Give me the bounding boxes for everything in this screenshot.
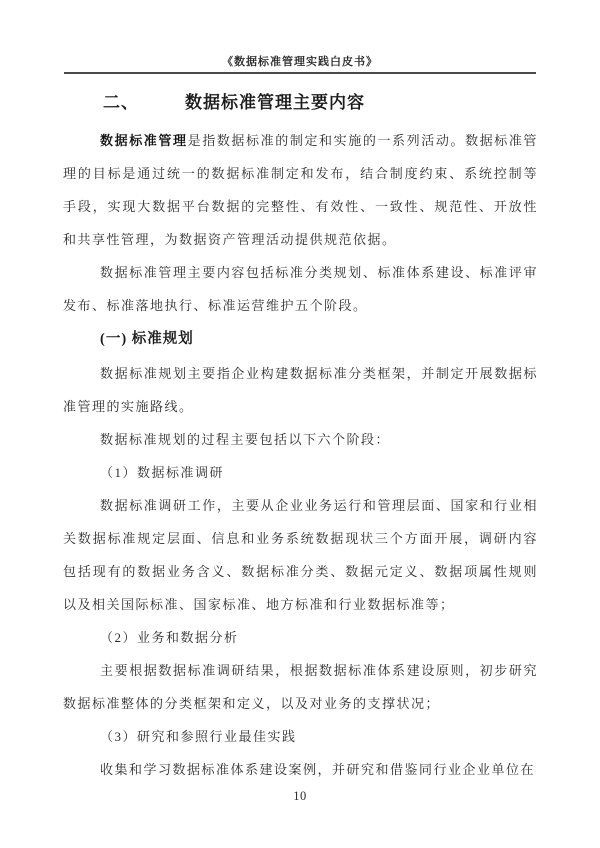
list-item-2: （2）业务和数据分析 <box>100 630 239 645</box>
paragraph-3: 数据标准规划主要指企业构建数据标准分类框架，并制定开展数据标准管理的实施路线。 <box>63 366 538 414</box>
list-item-1: （1）数据标准调研 <box>100 465 225 480</box>
section-1-heading: (一) 标准规划 <box>100 331 194 347</box>
running-header-title: 《数据标准管理实践白皮书》 <box>222 56 378 68</box>
paragraph-1-text: 是指数据标准的制定和实施的一系列活动。数据标准管理的目标是通过统一的数据标准制定和发布，结合制度约束、系统控制等手段，实现大数据平台数据的完整性、有效性、一致性、规范性、开放性和共享性管理，为数据资产管理活动提供规范依据。 <box>63 133 538 247</box>
paragraph-6: 主要根据数据标准调研结果，根据数据标准体系建设原则，初步研究数据标准整体的分类框架和定义，以及对业务的支撑状况； <box>63 663 538 711</box>
chapter-heading <box>103 91 600 115</box>
chapter-number: 二、 <box>103 93 139 112</box>
paragraph-5: 数据标准调研工作，主要从企业业务运行和管理层面、国家和行业相关数据标准规定层面、信息和业务系统数据现状三个方面开展，调研内容包括现有的数据业务含义、数据标准分类、数据元定义、数据项属性规则以及相关国际标准、国家标准、地方标准和行业数据标准等； <box>63 498 538 612</box>
paragraph-7: 收集和学习数据标准体系建设案例，并研究和借鉴同行业企业单位在 <box>100 762 536 777</box>
paragraph-4: 数据标准规划的过程主要包括以下六个阶段： <box>100 432 391 447</box>
paragraph-1 <box>63 124 538 256</box>
chapter-title: 数据标准管理主要内容 <box>185 93 365 112</box>
list-item-3: （3）研究和参照行业最佳实践 <box>100 729 297 744</box>
paragraph-1-bold-lead: 数据标准管理 <box>100 133 188 148</box>
body-text-column <box>63 124 538 786</box>
page-number: 10 <box>293 789 307 803</box>
paragraph-2: 数据标准管理主要内容包括标准分类规划、标准体系建设、标准评审发布、标准落地执行、标准运营维护五个阶段。 <box>63 265 538 313</box>
header-rule-divider <box>64 72 536 74</box>
